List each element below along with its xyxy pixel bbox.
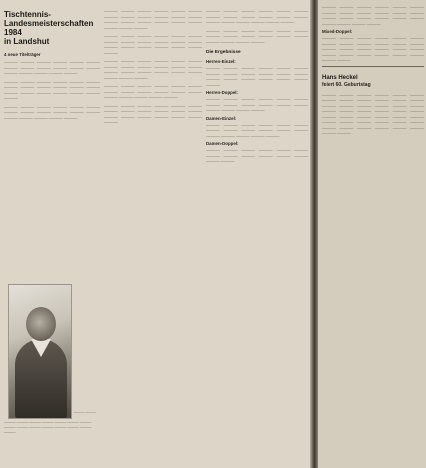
- results-section-heading: Damen-Einzel:: [206, 115, 237, 121]
- article-paragraph: ——— ——— ——— ——— ——— ——— ——— ——— ——— ——— ——— ——— ——— ——— ——— ——— ——— ——— ———: [104, 33, 202, 55]
- results-section-text: ——— ——— ——— ——— ——— ——— ——— ——— ——— ——— ——— ——— ——— ——— ——— ——— ——— ——— ———: [206, 65, 308, 87]
- article-paragraph: ——— ——— ——— ——— ——— ——— ——— ——— ——— ——— ——— ——— ——— ——— ——— ——— ——— ———: [206, 8, 308, 24]
- results-section-heading: Herren-Einzel:: [206, 59, 236, 64]
- right-page-top-text: ——— ——— ——— ——— ——— ——— ——— ——— ——— ——— ——— ——— ——— ——— ——— ——— ——— ——— ——— ——— ——— ———: [322, 4, 424, 26]
- headline-line-1: Tischtennis-: [4, 10, 51, 19]
- article-paragraph: ——— ——— ——— ——— ——— ——— ——— ——— ——— ——— ——— ——— ——— ——— ——— ——— ——— ——— ——— ——— ———: [104, 58, 202, 80]
- article-paragraph: ——— ——— ——— ——— ——— ——— ——— ——— ——— ——— ——— ——— ——— ——— ——— ——— ———: [4, 103, 100, 120]
- photo-caption: ——— ——— ——— ——— ——— ——— ——— ——— ——— ——— ——— ——— ——— ——— ———: [4, 420, 92, 434]
- results-section-text: ——— ——— ——— ——— ——— ——— ——— ——— ——— ——— ——— ——— ——— ———: [206, 147, 308, 163]
- results-section-herren-einzel: [206, 59, 308, 87]
- mixed-doppel-heading: Mixed-Doppel:: [322, 29, 353, 34]
- results-section-text: ——— ——— ——— ——— ——— ——— ——— ——— ——— ——— ——— ——— ——— ——— ——— ——— ———: [206, 121, 308, 138]
- photo-figure-head: [26, 307, 56, 341]
- article-paragraph: ——— ——— ——— ——— ——— ——— ——— ——— ——— ——— ——— ——— ——— ——— ——— ——— ———: [104, 83, 202, 99]
- article-column-2: [104, 8, 202, 128]
- results-section-heading: Herren-Doppel:: [206, 90, 238, 95]
- results-section-damen-doppel: [206, 141, 308, 164]
- headline-line-2: Landesmeisterschaften: [4, 19, 94, 28]
- right-page-column: [322, 4, 424, 139]
- headline-line-3: 1984: [4, 28, 22, 37]
- results-section-heading: Damen-Doppel:: [206, 141, 239, 146]
- player-photo: [8, 284, 72, 419]
- article-paragraph: ——— ——— ——— ——— ——— ——— ——— ——— ——— ——— ——— ——— ——— ——— ——— ——— ——— ——— ———: [104, 102, 202, 124]
- results-section-damen-einzel: [206, 116, 308, 139]
- article-column-3: [206, 8, 308, 167]
- article-paragraph: ——— ——— ——— ——— ——— ——— ——— ——— ——— ——— ——— ——— ——— ——— ——— ——— ——— ——— ——— ——— ———: [104, 8, 202, 30]
- article-paragraph: ——— ——— ——— ——— ——— ——— ——— ——— ——— ——— ——— ——— ——— ——— ——— ———: [206, 27, 308, 44]
- birthday-headline: Hans Heckel: [322, 74, 358, 81]
- photo-credit: ——— ———: [73, 410, 96, 414]
- headline-line-4: in Landshut: [4, 37, 50, 46]
- article-column-1: [4, 0, 100, 123]
- article-paragraph: ——— ——— ——— ——— ——— ——— ——— ——— ——— ——— ——— ——— ——— ——— ——— ——— ———: [4, 59, 100, 75]
- article-headline: [4, 10, 100, 46]
- mixed-doppel-text: ——— ——— ——— ——— ——— ——— ——— ——— ——— ——— ——— ——— ——— ——— ——— ——— ——— ——— ——— ——— ——— ——— ——— ——— ——— ———: [322, 35, 424, 62]
- results-section-herren-doppel: [206, 90, 308, 113]
- article-paragraph: ——— ——— ——— ——— ——— ——— ——— ——— ——— ——— ——— ——— ——— ——— ——— ——— ——— ——— ———: [4, 78, 100, 100]
- birthday-article-text: ——— ——— ——— ——— ——— ——— ——— ——— ——— ——— ——— ——— ——— ——— ——— ——— ——— ——— ——— ——— ——— ——— ——— ——— ——— ——— ——— ——— ——— ——— ——— ——— ——— ——— ——— ——— ——— ——— ——— ——— ——— ——— ——— ———: [322, 91, 424, 135]
- book-gutter: [310, 0, 318, 468]
- results-section-text: ——— ——— ——— ——— ——— ——— ——— ——— ——— ——— ——— ——— ——— ——— ——— ———: [206, 96, 308, 112]
- birthday-subheadline: feiert 60. Geburtstag: [322, 81, 371, 88]
- article-subhead: 4 neue Titelträger: [4, 52, 41, 57]
- right-page: [318, 0, 426, 468]
- divider: [322, 66, 424, 67]
- results-title: Die Ergebnisse: [206, 50, 241, 55]
